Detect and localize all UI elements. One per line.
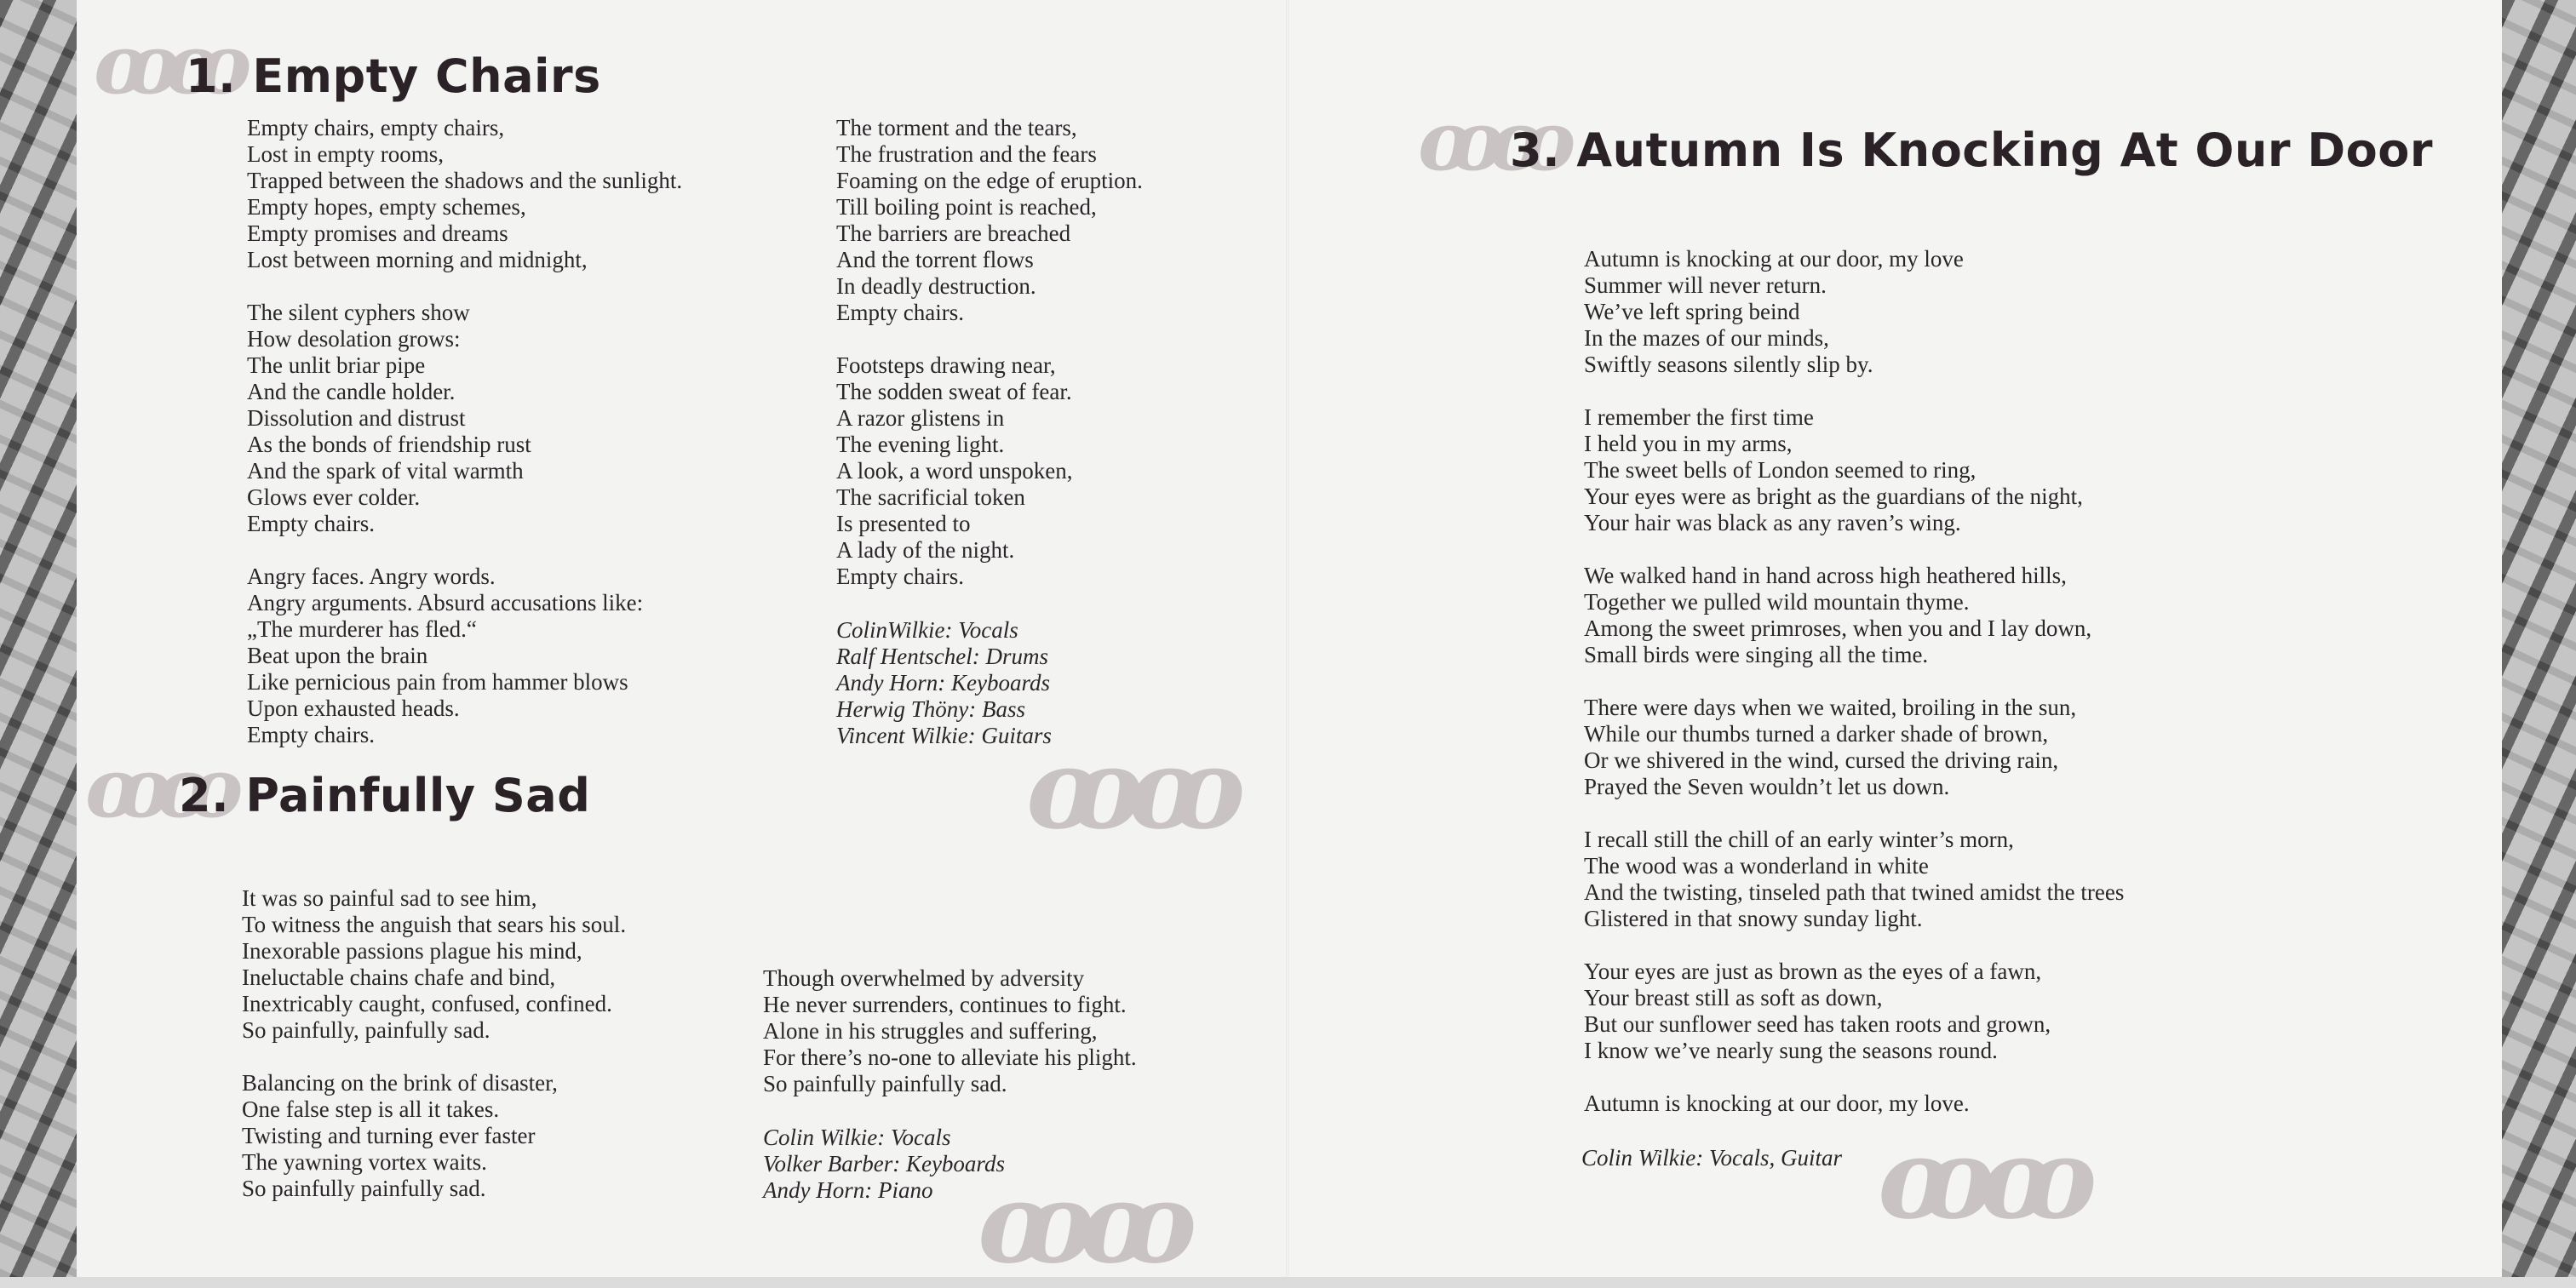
stanza [247, 300, 682, 537]
lyric-line: While our thumbs turned a darker shade of brown, [1584, 721, 2049, 747]
lyric-line: The barriers are breached [836, 220, 1071, 246]
lyric-line: Dissolution and distrust [247, 405, 466, 431]
lyric-line: Inexorable passions plague his mind, [242, 938, 582, 964]
lyric-line: Alone in his struggles and suffering, [763, 1018, 1098, 1044]
stanza [836, 115, 1143, 326]
lyric-line: We walked hand in hand across high heathered hills, [1584, 563, 2067, 588]
ornament-flourish-icon: ꝏꝏ [1878, 1113, 2082, 1244]
stanza [242, 1070, 626, 1202]
lyric-line: The wood was a wonderland in white [1584, 853, 1929, 879]
credit-line: Volker Barber: Keyboards [763, 1151, 1005, 1176]
lyric-line: Empty chairs. [247, 511, 375, 536]
lyric-line: Upon exhausted heads. [247, 696, 460, 721]
stanza [1584, 404, 2124, 536]
lyric-line: As the bonds of friendship rust [247, 432, 531, 457]
lyric-line: Autumn is knocking at our door, my love. [1584, 1091, 1970, 1116]
lyric-line: He never surrenders, continues to fight. [763, 992, 1127, 1017]
lyric-line: But our sunflower seed has taken roots and grown, [1584, 1011, 2051, 1037]
credit-line: Vincent Wilkie: Guitars [836, 723, 1052, 748]
lyric-line: The sodden sweat of fear. [836, 379, 1072, 404]
lyric-line: The evening light. [836, 432, 1005, 457]
lyric-line: We’ve left spring beind [1584, 299, 1800, 324]
decorative-border-left [0, 0, 77, 1277]
lyric-line: Glistered in that snowy sunday light. [1584, 906, 1923, 931]
lyric-line: And the candle holder. [247, 379, 456, 404]
credits-block [763, 1125, 1005, 1204]
lyric-line: The torment and the tears, [836, 115, 1077, 140]
lyric-line: To witness the anguish that sears his soul. [242, 912, 627, 937]
lyric-line: The yawning vortex waits. [242, 1149, 487, 1175]
lyric-line: And the twisting, tinseled path that twined amidst the trees [1584, 879, 2125, 905]
lyric-line: I know we’ve nearly sung the seasons round. [1584, 1038, 1998, 1063]
decorative-border-right [2502, 0, 2576, 1277]
lyric-line: The sweet bells of London seemed to ring, [1584, 457, 1976, 483]
lyric-line: So painfully, painfully sad. [242, 1017, 491, 1043]
lyric-line: Angry arguments. Absurd accusations like: [247, 590, 644, 615]
lyric-line: Inextricably caught, confused, confined. [242, 991, 612, 1016]
ornament-flourish-icon: ꝏꝏ [978, 1158, 1182, 1288]
lyric-line: Though overwhelmed by adversity [763, 965, 1085, 991]
lyric-line: Beat upon the brain [247, 643, 428, 668]
lyric-line: One false step is all it takes. [242, 1096, 500, 1122]
lyric-line: Among the sweet primroses, when you and I lay down, [1584, 615, 2092, 641]
lyric-line: Empty chairs, empty chairs, [247, 115, 505, 140]
lyric-line: Or we shivered in the wind, cursed the driving rain, [1584, 747, 2059, 773]
stanza [1584, 827, 2124, 932]
stanza [1584, 563, 2124, 668]
lyric-line: So painfully painfully sad. [242, 1176, 486, 1201]
lyric-line: „The murderer has fled.“ [247, 616, 477, 642]
credit-line: Ralf Hentschel: Drums [836, 644, 1048, 669]
credits-block [836, 617, 1052, 749]
lyric-line: For there’s no-one to alleviate his plight. [763, 1045, 1137, 1070]
lyrics-column [763, 965, 1137, 1124]
lyric-line: Prayed the Seven wouldn’t let us down. [1584, 774, 1950, 799]
lyrics-column [247, 115, 682, 775]
lyric-line: Ineluctable chains chafe and bind, [242, 965, 556, 990]
credits-block [1581, 1145, 1842, 1171]
lyric-line: A razor glistens in [836, 405, 1005, 431]
song-title: 2. Painfully Sad [179, 769, 591, 822]
ornament-flourish-icon: ꝏꝏ [1418, 93, 1561, 189]
lyric-line: I remember the first time [1584, 404, 1814, 430]
lyric-line: It was so painful sad to see him, [242, 885, 537, 911]
lyric-line: The unlit briar pipe [247, 352, 426, 378]
ornament-flourish-icon: ꝏꝏ [94, 16, 237, 112]
credit-line: Andy Horn: Piano [763, 1177, 933, 1203]
lyric-line: Empty promises and dreams [247, 220, 508, 246]
stanza [1584, 695, 2124, 800]
lyric-line: So painfully painfully sad. [763, 1071, 1007, 1096]
song-title: 3. Autumn Is Knocking At Our Door [1510, 123, 2433, 177]
lyric-line: A lady of the night. [836, 537, 1015, 563]
stanza [1584, 246, 2124, 378]
lyric-line: Till boiling point is reached, [836, 194, 1097, 220]
lyric-line: I held you in my arms, [1584, 431, 1793, 456]
lyric-line: The sacrificial token [836, 484, 1025, 510]
credit-line: Colin Wilkie: Vocals [763, 1125, 951, 1150]
lyric-line: Is presented to [836, 511, 971, 536]
credit-line: Andy Horn: Keyboards [836, 670, 1050, 696]
song-title: 1. Empty Chairs [186, 49, 601, 103]
lyric-line: Glows ever colder. [247, 484, 421, 510]
lyric-line: Empty hopes, empty schemes, [247, 194, 526, 220]
lyric-line: Summer will never return. [1584, 272, 1827, 298]
lyrics-column [242, 885, 626, 1228]
page-fold [1286, 0, 1289, 1277]
lyric-line: Together we pulled wild mountain thyme. [1584, 589, 1970, 615]
lyric-line: In deadly destruction. [836, 273, 1036, 299]
lyric-line: How desolation grows: [247, 326, 461, 352]
lyric-line: Your hair was black as any raven’s wing. [1584, 510, 1961, 535]
stanza [247, 115, 682, 273]
lyric-line: Your eyes are just as brown as the eyes of a fawn, [1584, 959, 2042, 984]
ornament-flourish-icon: ꝏꝏ [1026, 724, 1231, 854]
ornament-flourish-icon: ꝏꝏ [85, 740, 228, 836]
lyric-line: Autumn is knocking at our door, my love [1584, 246, 1964, 272]
lyric-line: Trapped between the shadows and the sunlight. [247, 168, 683, 193]
lyric-line: There were days when we waited, broiling in the sun, [1584, 695, 2077, 720]
lyric-line: Empty chairs. [836, 564, 964, 589]
lyric-line: Swiftly seasons silently slip by. [1584, 352, 1873, 377]
lyric-line: Empty chairs. [247, 722, 375, 747]
lyric-line: The silent cyphers show [247, 300, 470, 325]
lyric-line: Small birds were singing all the time. [1584, 642, 1929, 667]
credit-line: ColinWilkie: Vocals [836, 617, 1018, 643]
lyric-line: Empty chairs. [836, 300, 964, 325]
stanza [247, 564, 682, 748]
lyric-line: The frustration and the fears [836, 141, 1097, 167]
stanza [1584, 959, 2124, 1064]
lyric-line: A look, a word unspoken, [836, 458, 1073, 484]
lyric-line: Like pernicious pain from hammer blows [247, 669, 628, 695]
stanza [763, 965, 1137, 1097]
lyric-line: I recall still the chill of an early winter’s morn, [1584, 827, 2014, 852]
lyric-line: Your breast still as soft as down, [1584, 985, 1883, 1010]
lyric-line: In the mazes of our minds, [1584, 325, 1829, 351]
stanza [242, 885, 626, 1044]
lyric-line: Balancing on the brink of disaster, [242, 1070, 558, 1096]
lyrics-column [836, 115, 1143, 616]
credit-line: Colin Wilkie: Vocals, Guitar [1581, 1145, 1842, 1171]
lyric-line: Footsteps drawing near, [836, 352, 1056, 378]
lyric-line: Foaming on the edge of eruption. [836, 168, 1143, 193]
lyric-line: Your eyes were as bright as the guardians of the night, [1584, 484, 2083, 509]
stanza [836, 352, 1143, 590]
lyric-line: Twisting and turning ever faster [242, 1123, 536, 1148]
lyric-line: Lost between morning and midnight, [247, 247, 588, 272]
lyrics-column [1584, 246, 2124, 1143]
lyric-line: Lost in empty rooms, [247, 141, 444, 167]
stanza [1584, 1091, 2124, 1117]
lyric-line: Angry faces. Angry words. [247, 564, 496, 589]
lyric-line: And the spark of vital warmth [247, 458, 524, 484]
lyric-line: And the torrent flows [836, 247, 1034, 272]
credit-line: Herwig Thöny: Bass [836, 696, 1025, 722]
